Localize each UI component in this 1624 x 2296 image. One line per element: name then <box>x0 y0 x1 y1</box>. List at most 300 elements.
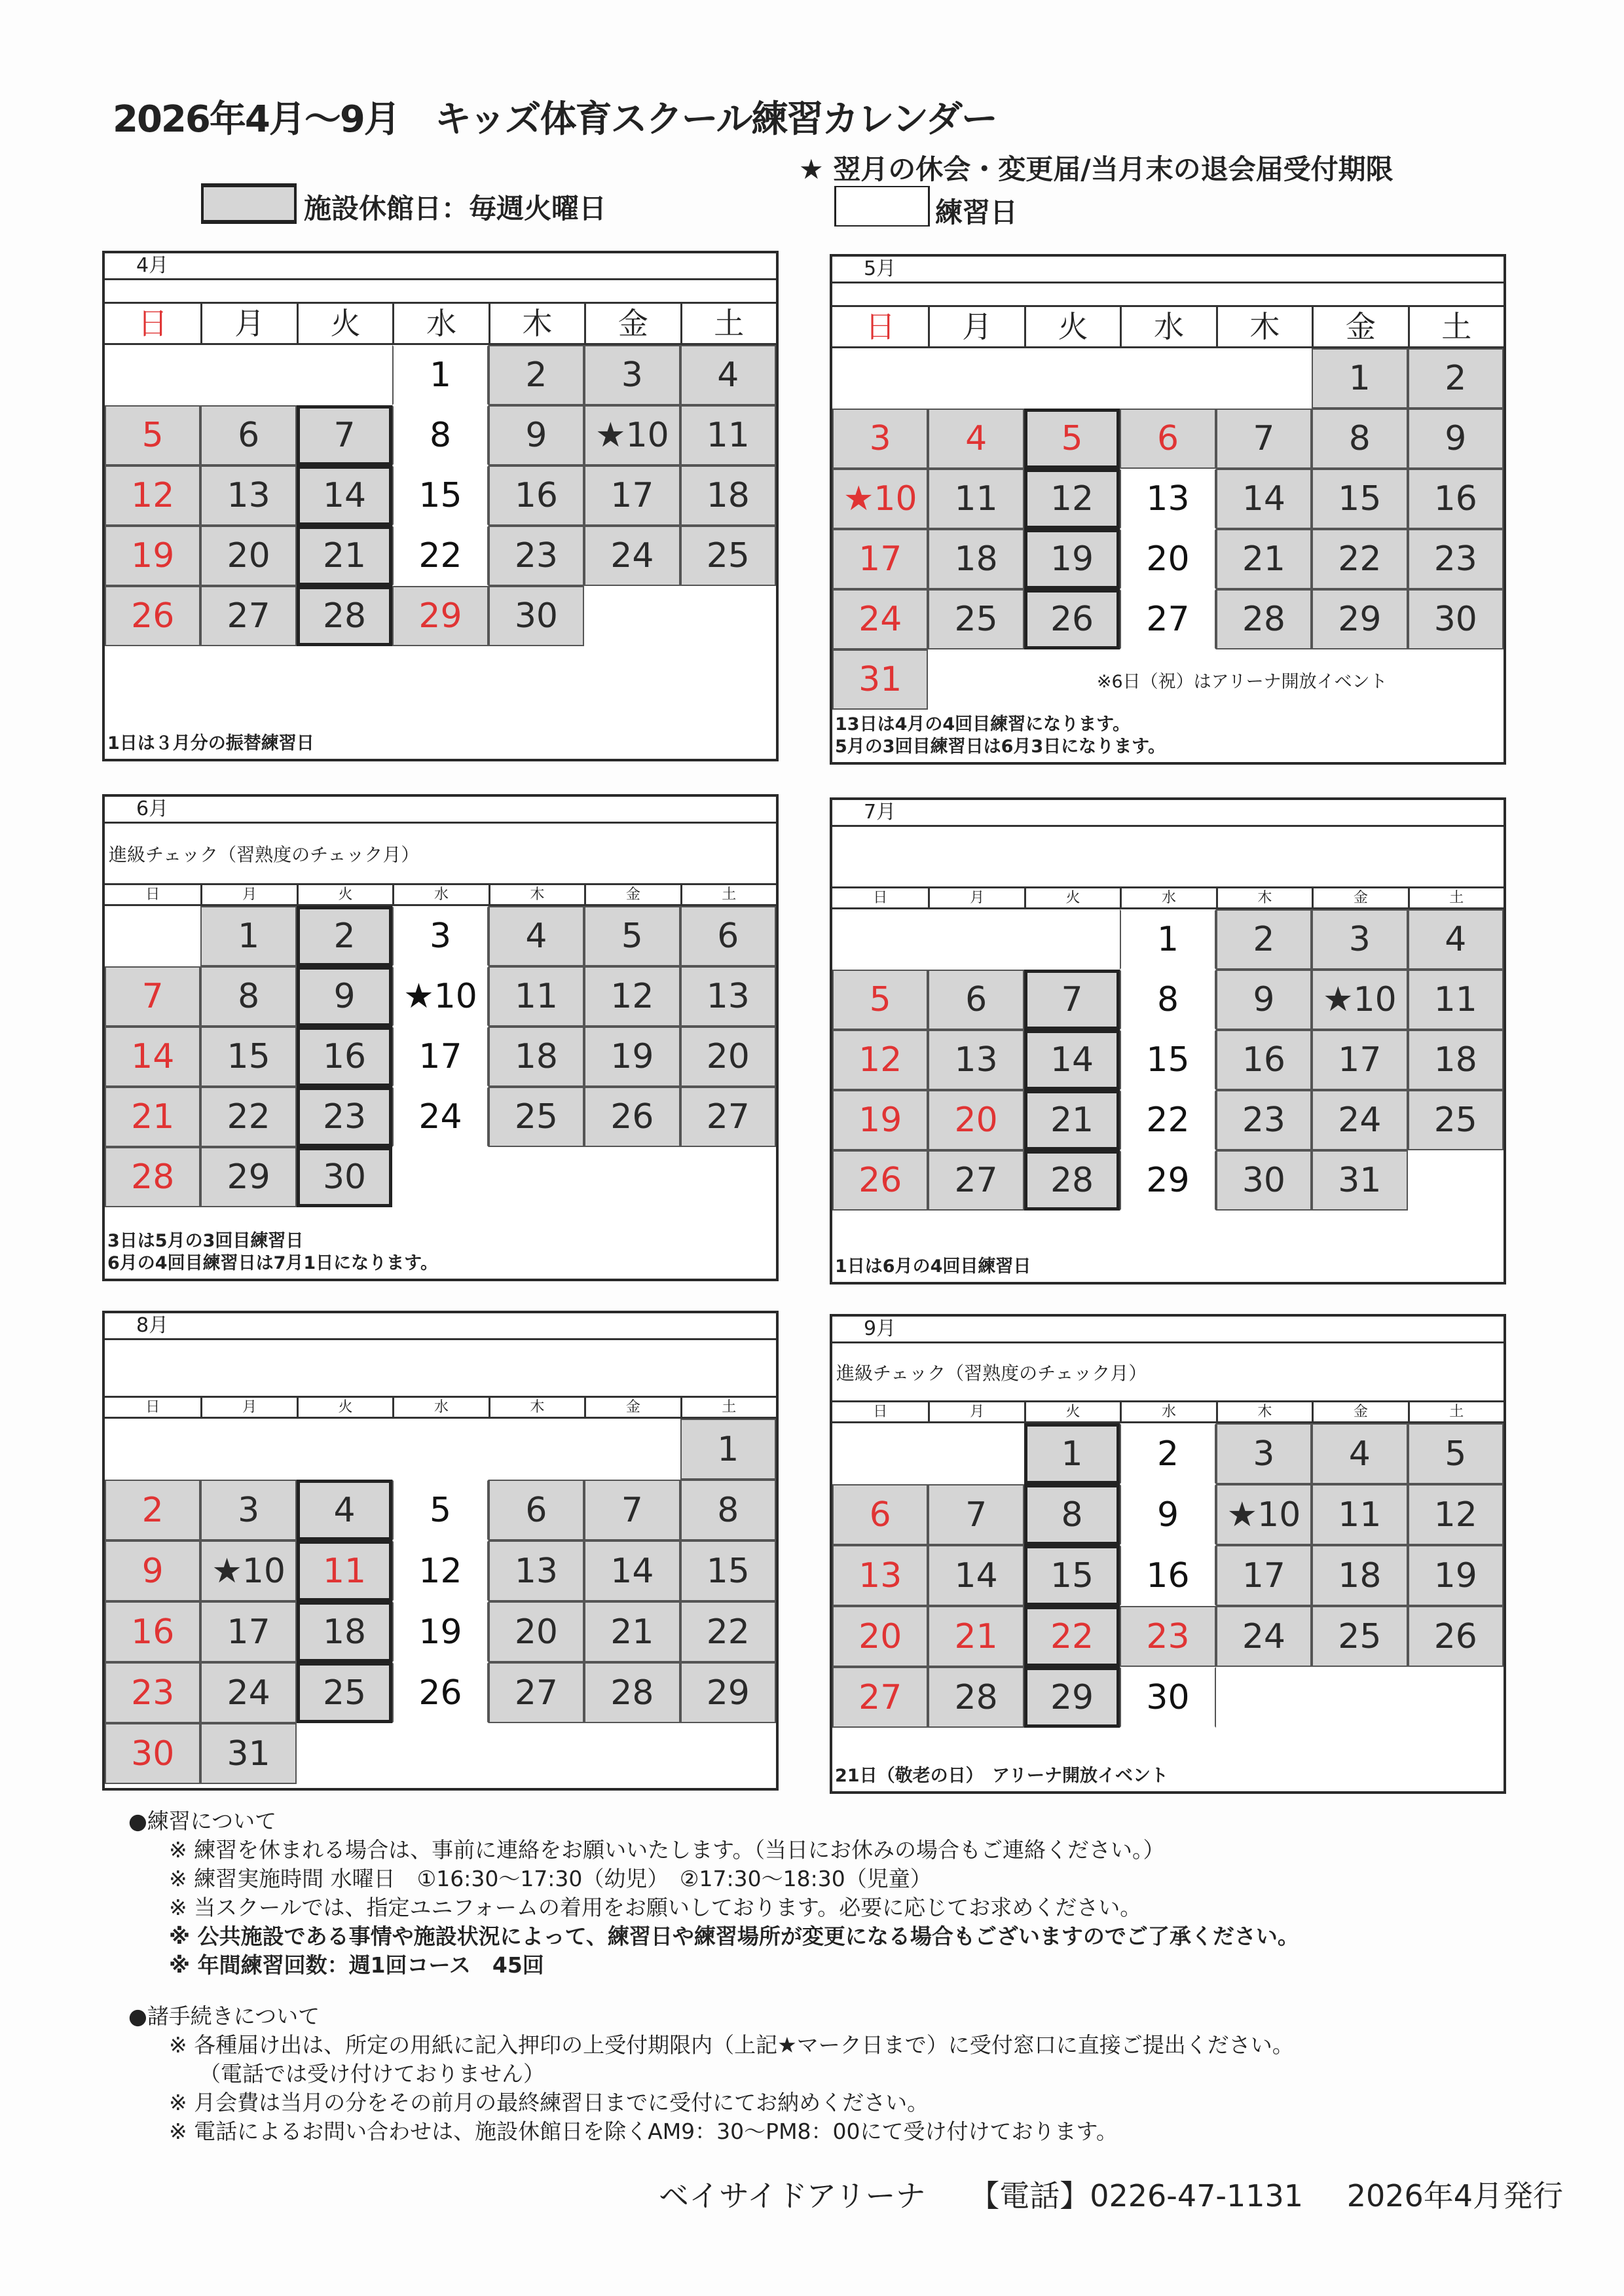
practice-info-item: ※ 年間練習回数：週1回コース 45回 <box>169 1952 544 1978</box>
month-label: 6月 <box>105 797 776 824</box>
day-cell: ★10 <box>200 1540 296 1601</box>
day-cell: 16 <box>105 1601 200 1662</box>
procedures-item: ※ 電話によるお問い合わせは、施設休館日を除くAM9：30～PM8：00にて受け付けております。 <box>169 2119 1118 2144</box>
month-footer-note: 3日は5月の3回目練習日 <box>107 1231 304 1251</box>
month-calendar <box>830 254 1506 765</box>
day-cell: 27 <box>200 586 296 646</box>
day-cell: 4 <box>1312 1423 1407 1484</box>
day-cell: 13 <box>489 1540 584 1601</box>
weekday-label: 火 <box>297 1398 392 1417</box>
day-cell: 21 <box>928 1606 1024 1667</box>
venue-name: ベイサイドアリーナ <box>659 2178 926 2214</box>
day-cell: 22 <box>1024 1606 1120 1667</box>
day-cell: 25 <box>680 526 776 586</box>
empty-cell <box>297 1419 392 1480</box>
day-cell: ★10 <box>832 469 928 529</box>
day-cell: 25 <box>297 1662 392 1723</box>
practice-day-cell: 1 <box>1120 909 1215 970</box>
practice-day-cell: 27 <box>1120 589 1215 649</box>
empty-cell <box>1120 348 1215 409</box>
weekday-label: 土 <box>1408 888 1504 908</box>
month-note <box>832 283 1504 307</box>
weekday-label: 水 <box>392 1398 488 1417</box>
day-cell: 16 <box>297 1027 392 1087</box>
practice-day-cell: 8 <box>392 405 488 465</box>
empty-cell <box>105 345 200 405</box>
month-footer-notes <box>832 710 1504 762</box>
day-cell: 14 <box>928 1545 1024 1606</box>
day-cell: 12 <box>1408 1484 1504 1545</box>
day-cell: 19 <box>1408 1545 1504 1606</box>
month-calendar <box>102 794 779 1281</box>
month-footer-note: 21日（敬老の日） アリーナ開放イベント <box>835 1766 1168 1786</box>
day-cell: 30 <box>1408 589 1504 649</box>
day-cell: 13 <box>680 966 776 1027</box>
weekday-label: 月 <box>200 1398 296 1417</box>
month-footer-note: 13日は4月の4回目練習になります。 <box>835 714 1130 735</box>
issue-date: 2026年4月発行 <box>1346 2178 1564 2214</box>
empty-cell <box>832 348 928 409</box>
day-cell: 15 <box>680 1540 776 1601</box>
practice-info-item: ※ 練習を休まれる場合は、事前に連絡をお願いいたします。（当日にお休みの場合もご連絡ください。） <box>169 1837 1165 1863</box>
day-cell: 22 <box>1312 529 1407 589</box>
day-cell: 6 <box>928 970 1024 1030</box>
day-cell: 1 <box>1024 1423 1120 1484</box>
month-footer-note: 6月の4回目練習日は7月1日になります。 <box>107 1253 438 1273</box>
day-cell: 19 <box>584 1027 680 1087</box>
day-cell: 18 <box>680 465 776 526</box>
weekday-label: 金 <box>1312 307 1407 346</box>
day-cell: 11 <box>1408 970 1504 1030</box>
weekday-label: 水 <box>392 304 488 343</box>
month-calendar <box>102 1311 779 1791</box>
month-note: 進級チェック（習熟度のチェック月） <box>105 824 776 885</box>
day-cell: 16 <box>1216 1030 1312 1090</box>
day-cell: 15 <box>1024 1545 1120 1606</box>
day-cell: 18 <box>1408 1030 1504 1090</box>
month-footer-notes <box>832 1728 1504 1791</box>
day-cell: 23 <box>1216 1090 1312 1150</box>
day-cell: 11 <box>680 405 776 465</box>
day-cell: 29 <box>1312 589 1407 649</box>
empty-cell <box>928 1423 1024 1484</box>
day-cell: 7 <box>105 966 200 1027</box>
day-cell: 24 <box>584 526 680 586</box>
weekday-label: 月 <box>928 888 1024 908</box>
weekday-label: 日 <box>865 309 896 344</box>
date-grid <box>832 348 1504 710</box>
day-cell: 26 <box>1408 1606 1504 1667</box>
day-cell: 12 <box>832 1030 928 1090</box>
day-cell: 17 <box>1312 1030 1407 1090</box>
day-cell: 13 <box>928 1030 1024 1090</box>
day-cell: 3 <box>1216 1423 1312 1484</box>
day-cell: 9 <box>1216 970 1312 1030</box>
day-cell: 12 <box>1024 469 1120 529</box>
day-cell: 23 <box>1408 529 1504 589</box>
weekday-label: 木 <box>489 304 584 343</box>
date-grid <box>105 1419 776 1784</box>
practice-info-item: ※ 当スクールでは、指定ユニフォームの着用をお願いしております。必要に応じてお求めください。 <box>169 1895 1142 1920</box>
procedures-item: ※ 各種届け出は、所定の用紙に記入押印の上受付期限内（上記★マーク日まで）に受付窓口に直接ご提出ください。 <box>169 2032 1294 2058</box>
day-cell: 9 <box>489 405 584 465</box>
day-cell: 21 <box>584 1601 680 1662</box>
day-cell: 8 <box>680 1480 776 1540</box>
month-calendar <box>830 1314 1506 1794</box>
day-cell: 26 <box>105 586 200 646</box>
day-cell: 14 <box>297 465 392 526</box>
day-cell: 11 <box>297 1540 392 1601</box>
day-cell: 31 <box>832 649 928 710</box>
day-cell: 27 <box>832 1667 928 1728</box>
month-calendar <box>102 251 779 761</box>
weekday-label: 金 <box>584 304 680 343</box>
month-footer-notes <box>832 1211 1504 1282</box>
day-cell: 6 <box>200 405 296 465</box>
day-cell: 20 <box>200 526 296 586</box>
month-footer-notes <box>105 646 776 759</box>
day-cell: 26 <box>1024 589 1120 649</box>
weekday-header <box>832 888 1504 909</box>
practice-day-cell: 15 <box>1120 1030 1215 1090</box>
day-cell: 3 <box>832 409 928 469</box>
day-cell: 30 <box>105 1723 200 1784</box>
day-cell: 24 <box>832 589 928 649</box>
practice-day-cell: 12 <box>392 1540 488 1601</box>
day-cell: 30 <box>297 1147 392 1207</box>
day-cell: 15 <box>1312 469 1407 529</box>
weekday-label: 月 <box>928 1402 1024 1422</box>
weekday-label: 火 <box>297 304 392 343</box>
day-cell: 23 <box>297 1087 392 1147</box>
day-cell: 14 <box>1216 469 1312 529</box>
weekday-label: 土 <box>680 304 776 343</box>
day-cell: ★10 <box>584 405 680 465</box>
empty-cell <box>200 345 296 405</box>
day-cell: 14 <box>1024 1030 1120 1090</box>
procedures-item: （電話では受け付けておりません） <box>199 2061 545 2086</box>
day-cell: 1 <box>200 906 296 966</box>
day-cell: 5 <box>105 405 200 465</box>
month-footer-notes <box>105 1784 776 1788</box>
weekday-label: 日 <box>145 886 160 903</box>
legend-practice-label: 練習日 <box>935 196 1018 228</box>
practice-day-cell: 30 <box>1120 1667 1215 1728</box>
date-grid <box>832 1423 1504 1728</box>
month-label: 9月 <box>832 1317 1504 1343</box>
day-cell: 4 <box>1408 909 1504 970</box>
day-cell: 25 <box>1408 1090 1504 1150</box>
footer <box>659 2172 1589 2215</box>
month-note: 進級チェック（習熟度のチェック月） <box>832 1343 1504 1402</box>
weekday-label: 木 <box>1216 888 1312 908</box>
weekday-label: 土 <box>1408 1402 1504 1422</box>
practice-day-cell: 13 <box>1120 469 1215 529</box>
day-cell: 17 <box>1216 1545 1312 1606</box>
empty-cell <box>1024 348 1120 409</box>
empty-cell <box>297 345 392 405</box>
day-cell: 4 <box>928 409 1024 469</box>
day-cell: 16 <box>1408 469 1504 529</box>
weekday-label: 金 <box>1312 888 1407 908</box>
day-cell: 7 <box>928 1484 1024 1545</box>
weekday-label: 月 <box>200 885 296 905</box>
practice-day-cell: 20 <box>1120 529 1215 589</box>
procedures-info <box>128 2002 1294 2146</box>
empty-cell <box>105 906 200 966</box>
day-cell: 28 <box>1024 1150 1120 1211</box>
month-label: 4月 <box>105 253 776 280</box>
day-cell: 18 <box>297 1601 392 1662</box>
day-cell: 21 <box>1024 1090 1120 1150</box>
weekday-label: 木 <box>1216 1402 1312 1422</box>
practice-day-cell: 17 <box>392 1027 488 1087</box>
day-cell: 30 <box>1216 1150 1312 1211</box>
day-cell: 25 <box>928 589 1024 649</box>
month-footer-note: 5月の3回目練習日は6月3日になります。 <box>835 737 1166 757</box>
practice-info <box>128 1807 1299 1980</box>
day-cell: 2 <box>297 906 392 966</box>
day-cell: 14 <box>584 1540 680 1601</box>
month-label: 8月 <box>105 1313 776 1340</box>
day-cell: 17 <box>584 465 680 526</box>
weekday-label: 水 <box>392 885 488 905</box>
day-cell: 5 <box>832 970 928 1030</box>
day-cell: 30 <box>489 586 584 646</box>
day-cell: 3 <box>200 1480 296 1540</box>
day-cell: 7 <box>584 1480 680 1540</box>
weekday-label: 木 <box>1216 307 1312 346</box>
empty-cell <box>928 909 1024 970</box>
day-cell: 7 <box>1216 409 1312 469</box>
weekday-label: 日 <box>138 306 168 341</box>
day-cell: 28 <box>105 1147 200 1207</box>
date-grid <box>105 345 776 646</box>
practice-day-cell: 8 <box>1120 970 1215 1030</box>
day-cell: 17 <box>200 1601 296 1662</box>
day-cell: 20 <box>489 1601 584 1662</box>
day-cell: 23 <box>489 526 584 586</box>
practice-day-cell: 19 <box>392 1601 488 1662</box>
empty-cell <box>105 1419 200 1480</box>
procedures-heading: ●諸手続きについて <box>128 2003 320 2029</box>
day-cell: 18 <box>1312 1545 1407 1606</box>
day-cell: 2 <box>1216 909 1312 970</box>
day-cell: 6 <box>489 1480 584 1540</box>
day-cell: 24 <box>200 1662 296 1723</box>
weekday-label: 火 <box>1024 888 1120 908</box>
day-cell: 2 <box>105 1480 200 1540</box>
day-cell: 9 <box>297 966 392 1027</box>
day-cell: 31 <box>1312 1150 1407 1211</box>
legend-gray-swatch <box>201 183 297 224</box>
weekday-label: 土 <box>680 885 776 905</box>
day-cell: 1 <box>680 1419 776 1480</box>
day-cell: 27 <box>928 1150 1024 1211</box>
weekday-header <box>105 1398 776 1419</box>
weekday-label: 水 <box>1120 888 1215 908</box>
day-cell: 1 <box>1312 348 1407 409</box>
day-cell: 4 <box>489 906 584 966</box>
month-note <box>105 280 776 304</box>
day-cell: 25 <box>1312 1606 1407 1667</box>
weekday-label: 金 <box>584 885 680 905</box>
day-cell: 31 <box>200 1723 296 1784</box>
empty-cell <box>584 1419 680 1480</box>
day-cell: 8 <box>1024 1484 1120 1545</box>
day-cell: 21 <box>105 1087 200 1147</box>
month-label: 5月 <box>832 257 1504 283</box>
practice-day-cell: 16 <box>1120 1545 1215 1606</box>
day-cell: 24 <box>1312 1090 1407 1150</box>
weekday-label: 日 <box>145 1399 160 1415</box>
procedures-item: ※ 月会費は当月の分をその前月の最終練習日までに受付にてお納めください。 <box>169 2090 929 2115</box>
day-cell: 28 <box>297 586 392 646</box>
practice-info-item: ※ 練習実施時間 水曜日 ①16:30～17:30（幼児） ②17:30～18:30（児童） <box>169 1866 932 1891</box>
day-cell: ★10 <box>1216 1484 1312 1545</box>
day-cell: 28 <box>584 1662 680 1723</box>
day-cell: 5 <box>584 906 680 966</box>
day-cell: 18 <box>928 529 1024 589</box>
day-cell: 4 <box>680 345 776 405</box>
practice-day-cell: 22 <box>1120 1090 1215 1150</box>
weekday-label: 金 <box>584 1398 680 1417</box>
day-cell: 22 <box>680 1601 776 1662</box>
day-cell: 6 <box>1120 409 1215 469</box>
weekday-header <box>832 307 1504 348</box>
weekday-label: 土 <box>680 1398 776 1417</box>
weekday-header <box>105 304 776 345</box>
page-title: 2026年4月～9月 キッズ体育スクール練習カレンダー <box>113 98 997 141</box>
day-cell: 7 <box>1024 970 1120 1030</box>
month-calendar <box>830 797 1506 1285</box>
practice-day-cell: 2 <box>1120 1423 1215 1484</box>
date-grid <box>832 909 1504 1211</box>
month-note <box>832 827 1504 888</box>
day-cell: 27 <box>680 1087 776 1147</box>
day-cell: 15 <box>200 1027 296 1087</box>
day-cell: 21 <box>1216 529 1312 589</box>
day-cell: 2 <box>1408 348 1504 409</box>
day-cell: 16 <box>489 465 584 526</box>
day-cell: 25 <box>489 1087 584 1147</box>
empty-cell <box>489 1419 584 1480</box>
weekday-label: 土 <box>1408 307 1504 346</box>
day-cell: 27 <box>489 1662 584 1723</box>
weekday-label: 水 <box>1120 1402 1215 1422</box>
day-cell: ★10 <box>1312 970 1407 1030</box>
practice-day-cell: ★10 <box>392 966 488 1027</box>
practice-day-cell: 26 <box>392 1662 488 1723</box>
empty-cell <box>832 1423 928 1484</box>
weekday-label: 火 <box>1024 307 1120 346</box>
day-cell: 9 <box>1408 409 1504 469</box>
phone-number: 【電話】0226-47-1131 <box>969 2178 1304 2214</box>
day-cell: 20 <box>680 1027 776 1087</box>
weekday-label: 水 <box>1120 307 1215 346</box>
day-cell: 3 <box>1312 909 1407 970</box>
weekday-label: 火 <box>1024 1402 1120 1422</box>
day-cell: 11 <box>1312 1484 1407 1545</box>
day-cell: 14 <box>105 1027 200 1087</box>
weekday-label: 月 <box>928 307 1024 346</box>
day-cell: 11 <box>928 469 1024 529</box>
empty-cell <box>200 1419 296 1480</box>
weekday-label: 木 <box>489 1398 584 1417</box>
practice-day-cell: 22 <box>392 526 488 586</box>
day-cell: 19 <box>105 526 200 586</box>
day-cell: 22 <box>200 1087 296 1147</box>
weekday-header <box>832 1402 1504 1423</box>
grid-note: ※6日（祝）はアリーナ開放イベント <box>1096 671 1388 692</box>
day-cell: 19 <box>1024 529 1120 589</box>
day-cell: 21 <box>297 526 392 586</box>
day-cell: 29 <box>1024 1667 1120 1728</box>
day-cell: 12 <box>584 966 680 1027</box>
weekday-label: 金 <box>1312 1402 1407 1422</box>
month-footer-note: 1日は6月の4回目練習日 <box>835 1256 1031 1277</box>
day-cell: 4 <box>297 1480 392 1540</box>
day-cell: 29 <box>680 1662 776 1723</box>
day-cell: 7 <box>297 405 392 465</box>
practice-day-cell: 15 <box>392 465 488 526</box>
day-cell: 13 <box>200 465 296 526</box>
month-note <box>105 1340 776 1398</box>
day-cell: 23 <box>1120 1606 1215 1667</box>
month-footer-notes <box>105 1207 776 1279</box>
day-cell: 28 <box>1216 589 1312 649</box>
legend-white-swatch <box>834 186 930 227</box>
weekday-header <box>105 885 776 906</box>
day-cell: 26 <box>832 1150 928 1211</box>
day-cell: 26 <box>584 1087 680 1147</box>
day-cell: 24 <box>1216 1606 1312 1667</box>
day-cell: 13 <box>832 1545 928 1606</box>
day-cell: 17 <box>832 529 928 589</box>
practice-info-item: ※ 公共施設である事情や施設状況によって、練習日や練習場所が変更になる場合もございますのでご了承ください。 <box>169 1923 1299 1949</box>
day-cell: 6 <box>832 1484 928 1545</box>
practice-day-cell: 29 <box>1120 1150 1215 1211</box>
practice-info-heading: ●練習について <box>128 1808 277 1834</box>
month-footer-note: 1日は３月分の振替練習日 <box>107 733 314 754</box>
day-cell: 20 <box>928 1090 1024 1150</box>
weekday-label: 日 <box>873 1404 888 1420</box>
day-cell: 19 <box>832 1090 928 1150</box>
practice-day-cell: 5 <box>392 1480 488 1540</box>
practice-day-cell: 9 <box>1120 1484 1215 1545</box>
weekday-label: 月 <box>200 304 296 343</box>
day-cell: 8 <box>1312 409 1407 469</box>
day-cell: 2 <box>489 345 584 405</box>
day-cell: 20 <box>832 1606 928 1667</box>
empty-cell <box>928 348 1024 409</box>
weekday-label: 日 <box>873 890 888 906</box>
legend-closed-label: 施設休館日：毎週火曜日 <box>304 192 607 225</box>
month-label: 7月 <box>832 800 1504 827</box>
day-cell: 9 <box>105 1540 200 1601</box>
empty-cell <box>392 1419 488 1480</box>
empty-cell <box>1216 348 1312 409</box>
day-cell: 28 <box>928 1667 1024 1728</box>
legend-star-deadline: ★ 翌月の休会・変更届/当月末の退会届受付期限 <box>799 153 1393 185</box>
day-cell: 18 <box>489 1027 584 1087</box>
day-cell: 11 <box>489 966 584 1027</box>
day-cell: 3 <box>584 345 680 405</box>
day-cell: 6 <box>680 906 776 966</box>
weekday-label: 木 <box>489 885 584 905</box>
date-grid <box>105 906 776 1207</box>
practice-day-cell: 24 <box>392 1087 488 1147</box>
